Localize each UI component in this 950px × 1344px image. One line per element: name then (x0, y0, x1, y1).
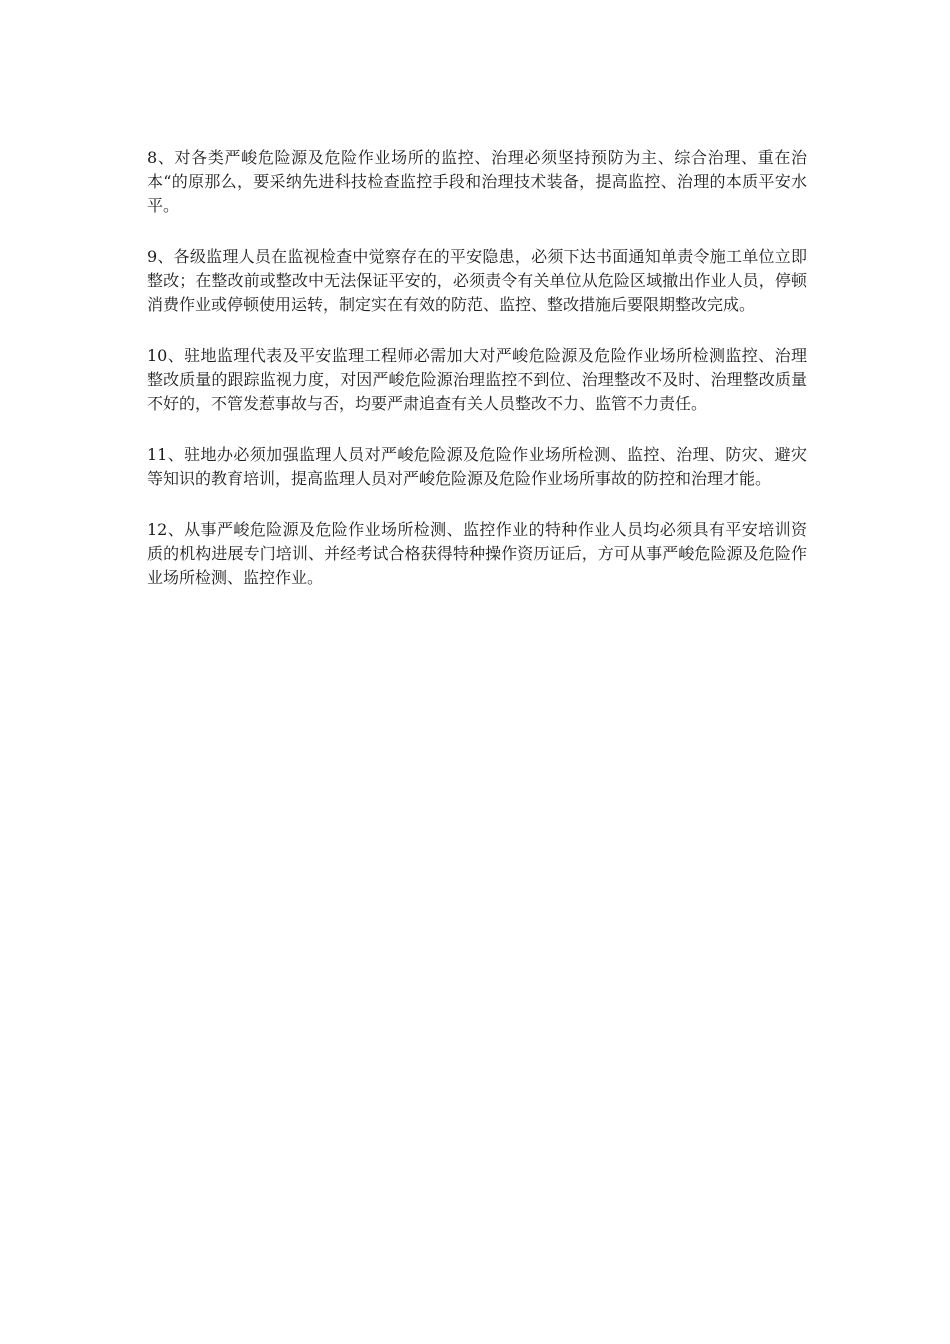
paragraph-item-12: 12、从事严峻危险源及危险作业场所检测、监控作业的特种作业人员均必须具有平安培训资质的机构进展专门培训、并经考试合格获得特种操作资历证后，方可从事严峻危险源及危险作业场所检测、监控作业。 (147, 520, 807, 587)
paragraph-item-8: 8、对各类严峻危险源及危险作业场所的监控、治理必须坚持预防为主、综合治理、重在治本“的原那么，要采纳先进科技检查监控手段和治理技术装备，提高监控、治理的本质平安水平。 (147, 148, 807, 215)
paragraph-item-10: 10、驻地监理代表及平安监理工程师必需加大对严峻危险源及危险作业场所检测监控、治理整改质量的跟踪监视力度，对因严峻危险源治理监控不到位、治理整改不及时、治理整改质量不好的，不管发惹事故与否，均要严肃追查有关人员整改不力、监管不力责任。 (147, 346, 807, 413)
paragraph-item-9: 9、各级监理人员在监视检查中觉察存在的平安隐患，必须下达书面通知单责令施工单位立即整改；在整改前或整改中无法保证平安的，必须责令有关单位从危险区域撤出作业人员，停顿消费作业或停顿使用运转，制定实在有效的防范、监控、整改措施后要限期整改完成。 (147, 247, 807, 314)
document-body (147, 146, 807, 617)
paragraph-item-11: 11、驻地办必须加强监理人员对严峻危险源及危险作业场所检测、监控、治理、防灾、避灾等知识的教育培训，提高监理人员对严峻危险源及危险作业场所事故的防控和治理才能。 (147, 445, 807, 488)
